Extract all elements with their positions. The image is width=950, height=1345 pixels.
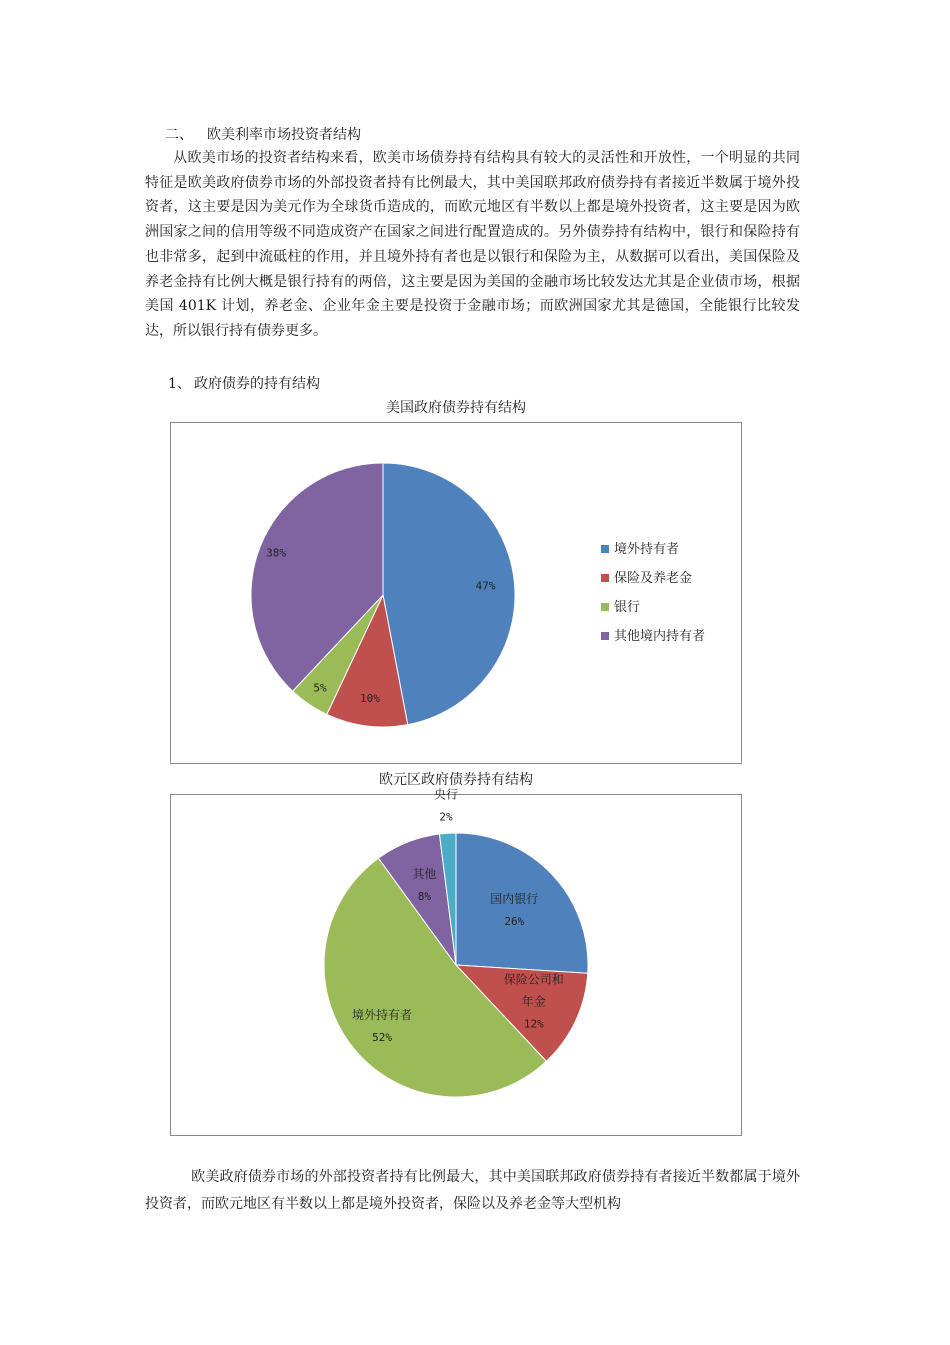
slice-percent-label: 10%	[360, 692, 380, 706]
slice-percent-label: 26%	[504, 915, 525, 929]
closing-paragraph: 欧美政府债券市场的外部投资者持有比例最大，其中美国联邦政府债券持有者接近半数都属于境外投资者，而欧元地区有半数以上都是境外投资者，保险以及养老金等大型机构	[145, 1169, 800, 1212]
euro-chart-title: 欧元区政府债券持有结构	[379, 772, 533, 788]
subsection-title: 政府债券的持有结构	[194, 376, 320, 392]
legend-item-4	[601, 628, 705, 644]
legend-label: 境外持有者	[614, 542, 680, 557]
slice-percent-label: 47%	[475, 579, 496, 593]
legend-swatch	[601, 545, 609, 553]
legend-item-2	[601, 570, 692, 586]
section-number: 二、	[165, 127, 193, 143]
slice-category-label: 央行	[433, 787, 458, 802]
slice-percent-label: 5%	[313, 681, 327, 695]
slice-label-3	[313, 682, 327, 695]
us-chart-title: 美国政府债券持有结构	[386, 400, 526, 416]
legend-label: 其他境内持有者	[614, 629, 706, 644]
slice-label-5	[434, 786, 458, 823]
intro-paragraph: 从欧美市场的投资者结构来看，欧美市场债券持有结构具有较大的灵活性和开放性，一个明显的共同特征是欧美政府债券市场的外部投资者持有比例最大，其中美国联邦政府债券持有者接近半数属于境外投资者，这主要是因为美元作为全球货币造成的，而欧元地区有半数以上都是境外投资者，这主要是因为欧洲国家之间的信用等级不同造成资产在国家之间进行配置造成的。另外债券持有结构中，银行和保险持有也非常多，起到中流砥柱的作用，并且境外持有者也是以银行和保险为主，从数据可以看出，美国保险及养老金持有比例大概是银行持有的两倍，这主要是因为美国的金融市场比较发达尤其是企业债市场，根据美国 401K 计划，养老金、企业年金主要是投资于金融市场；而欧洲国家尤其是德国，全能银行比较发达，所以银行持有债券更多。	[145, 150, 800, 339]
intro-paragraph-block	[145, 146, 800, 344]
legend-swatch	[601, 603, 609, 611]
slice-label-4	[266, 547, 286, 560]
slice-percent-label: 8%	[417, 890, 431, 904]
pie-slice-1	[383, 463, 515, 725]
section-title: 欧美利率市场投资者结构	[207, 127, 361, 143]
euro-chart-frame	[170, 787, 742, 1136]
us-holding-pie-chart	[171, 423, 741, 763]
subsection-heading	[168, 373, 320, 393]
slice-category-label: 其他	[412, 867, 437, 882]
closing-paragraph-block	[145, 1164, 800, 1218]
legend-label: 保险及养老金	[614, 571, 693, 586]
legend-label: 银行	[614, 600, 641, 615]
us-chart-frame	[170, 422, 742, 764]
slice-percent-label: 52%	[372, 1031, 392, 1045]
legend-item-1	[601, 541, 679, 557]
euro-holding-pie-chart	[171, 787, 741, 1135]
slice-label-2	[360, 692, 380, 705]
slice-category-label: 保险公司和	[503, 972, 564, 987]
slice-percent-label: 12%	[523, 1017, 544, 1031]
slice-percent-label: 2%	[439, 810, 453, 824]
legend-swatch	[601, 632, 609, 640]
slice-category-label: 境外持有者	[352, 1008, 413, 1023]
subsection-number: 1、	[168, 376, 191, 392]
slice-label-1	[476, 579, 496, 592]
legend-swatch	[601, 574, 609, 582]
section-heading	[165, 124, 361, 144]
legend-item-3	[601, 600, 640, 615]
slice-category-label: 国内银行	[490, 892, 539, 907]
slice-category-label: 年金	[521, 994, 546, 1009]
slice-percent-label: 38%	[266, 546, 287, 560]
